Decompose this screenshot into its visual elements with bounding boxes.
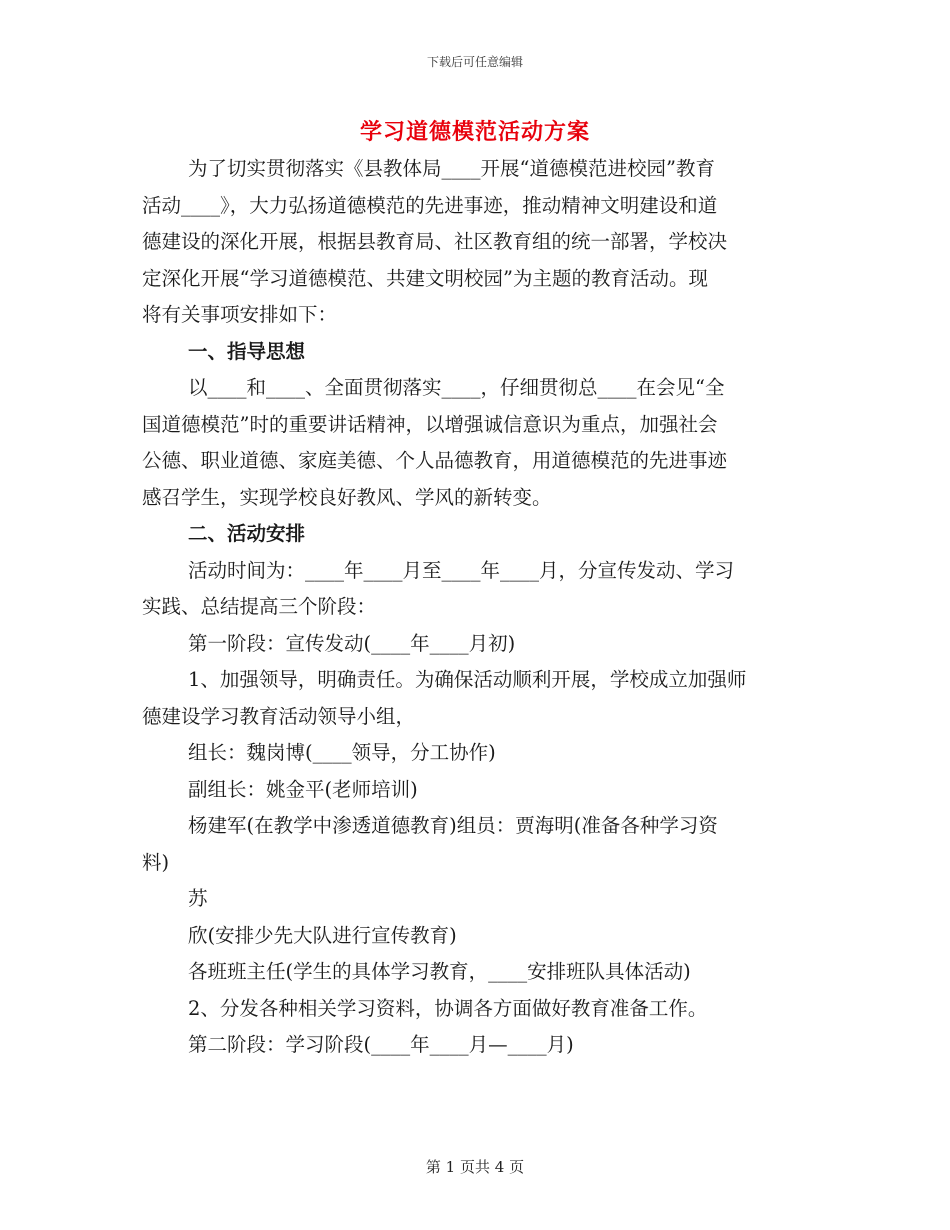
page-number-footer: 第 1 页共 4 页	[425, 1158, 525, 1176]
body-line: 将有关事项安排如下：	[142, 303, 338, 326]
section-heading: 二、活动安排	[188, 522, 306, 545]
body-line: 实践、总结提高三个阶段：	[142, 595, 377, 618]
body-line: 德建设的深化开展，根据县教育局、社区教育组的统一部署，学校决	[142, 230, 728, 253]
body-line: 料)	[142, 850, 170, 874]
header-note: 下载后可任意编辑	[426, 55, 523, 69]
body-line: 以____和____、全面贯彻落实____，仔细贯彻总____在会见“全	[188, 376, 725, 399]
body-line: 组长：魏岗博(____领导，分工协作)	[188, 741, 496, 764]
body-line: 各班班主任(学生的具体学习教育，____安排班队具体活动)	[188, 960, 691, 983]
body-line: 为了切实贯彻落实《县教体局____开展“道德模范进校园”教育	[188, 157, 715, 180]
body-line: 德建设学习教育活动领导小组，	[142, 704, 416, 728]
body-line: 定深化开展“学习道德模范、共建文明校园”为主题的教育活动。现	[142, 266, 708, 290]
body-line: 第二阶段：学习阶段(____年____月—____月)	[188, 1033, 574, 1056]
body-line: 感召学生，实现学校良好教风、学风的新转变。	[142, 485, 552, 509]
body-line: 活动____》，大力弘扬道德模范的先进事迹，推动精神文明建设和道	[142, 193, 718, 217]
body-line: 公德、职业道德、家庭美德、个人品德教育，用道德模范的先进事迹	[142, 449, 728, 472]
body-line: 国道德模范”时的重要讲话精神，以增强诚信意识为重点，加强社会	[142, 412, 718, 436]
body-line: 活动时间为：____年____月至____年____月，分宣传发动、学习	[188, 558, 735, 582]
body-line: 1、加强领导，明确责任。为确保活动顺利开展，学校成立加强师	[188, 668, 747, 691]
body-line: 副组长：姚金平(老师培训)	[188, 777, 418, 801]
body-line: 杨建军(在教学中渗透道德教育)组员：贾海明(准备各种学习资	[188, 814, 718, 837]
body-line: 2、分发各种相关学习资料，协调各方面做好教育准备工作。	[188, 996, 708, 1020]
body-line: 欣(安排少先大队进行宣传教育)	[188, 923, 457, 947]
document-title: 学习道德模范活动方案	[359, 119, 590, 145]
body-line: 苏	[188, 887, 208, 910]
body-line: 第一阶段：宣传发动(____年____月初)	[188, 631, 516, 655]
section-heading: 一、指导思想	[188, 339, 306, 363]
document-body	[142, 151, 814, 1064]
